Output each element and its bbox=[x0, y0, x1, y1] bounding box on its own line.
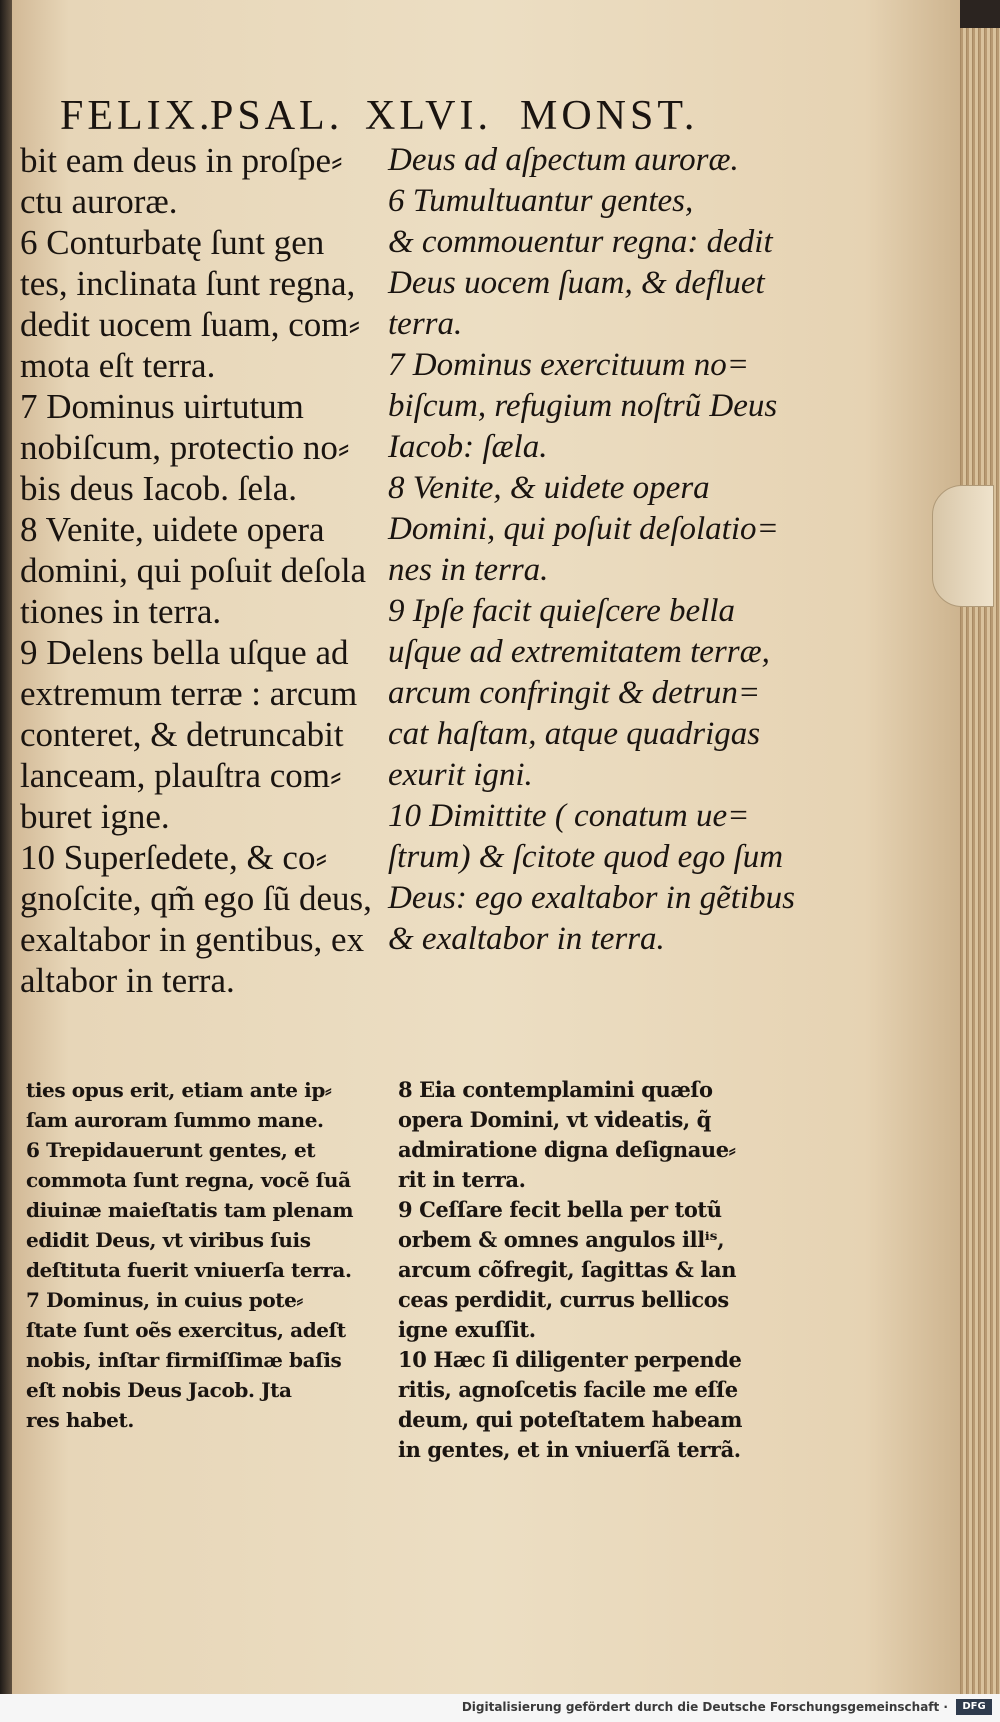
text-line: Iacob: ſæla. bbox=[388, 429, 548, 465]
text-line: 10 Superſedete, & co⸗ bbox=[20, 838, 328, 877]
text-line: tiones in terra. bbox=[20, 592, 222, 631]
running-head-word: PSAL. bbox=[210, 93, 344, 139]
text-line: deum, qui poteſtatem habeam bbox=[398, 1407, 743, 1432]
text-line: 9 Ceſſare fecit bella per totũ bbox=[398, 1197, 722, 1222]
text-line: eſt nobis Deus Jacob. Jta bbox=[26, 1378, 292, 1402]
text-line: gnoſcite, qm̃ ego ſũ deus, bbox=[20, 879, 372, 918]
footer-credit: Digitalisierung gefördert durch die Deutsche Forschungsgemeinschaft · bbox=[461, 1700, 948, 1714]
column-latin-italic bbox=[388, 140, 795, 960]
text-line: ſtate ſunt oẽs exercitus, adeſt bbox=[26, 1318, 346, 1342]
text-line: bis deus Iacob. ſela. bbox=[20, 469, 297, 508]
text-line: in gentes, et in vniuerſã terrã. bbox=[398, 1437, 741, 1462]
text-line: igne exuſſit. bbox=[398, 1317, 536, 1342]
text-line: 10 Dimittite ( conatum ue= bbox=[388, 798, 750, 834]
running-head-word: XLVI. bbox=[365, 93, 492, 139]
text-line: mota eſt terra. bbox=[20, 346, 216, 385]
running-head bbox=[60, 92, 740, 142]
text-line: tes, inclinata ſunt regna, bbox=[20, 264, 356, 303]
text-line: ctu auroræ. bbox=[20, 182, 178, 221]
text-line: conteret, & detruncabit bbox=[20, 715, 344, 754]
text-line: ceas perdidit, currus bellicos bbox=[398, 1287, 729, 1312]
text-line: 10 Hæc ſi diligenter perpende bbox=[398, 1347, 742, 1372]
text-line: 8 Eia contemplamini quæſo bbox=[398, 1077, 713, 1102]
text-line: & exaltabor in terra. bbox=[388, 921, 665, 957]
running-head-word: MONST. bbox=[520, 93, 699, 139]
text-line: 7 Dominus, in cuius pote⸗ bbox=[26, 1288, 303, 1312]
text-line: 6 Conturbatę ſunt gen bbox=[20, 223, 325, 262]
text-line: nobiſcum, protectio no⸗ bbox=[20, 428, 350, 467]
text-line: cat haſtam, atque quadrigas bbox=[388, 716, 761, 752]
text-line: res habet. bbox=[26, 1408, 134, 1432]
text-line: ritis, agnoſcetis facile me eſſe bbox=[398, 1377, 738, 1402]
text-line: domini, qui poſuit deſola bbox=[20, 551, 367, 590]
text-line: 8 Venite, & uidete opera bbox=[388, 470, 710, 506]
text-line: 8 Venite, uidete opera bbox=[20, 510, 325, 549]
text-line: lanceam, plauſtra com⸗ bbox=[20, 756, 342, 795]
text-line: bit eam deus in proſpe⸗ bbox=[20, 141, 343, 180]
text-line: 7 Dominus exercituum no= bbox=[388, 347, 750, 383]
text-line: terra. bbox=[388, 306, 463, 342]
text-line: 6 Trepidauerunt gentes, et bbox=[26, 1138, 316, 1162]
text-line: ties opus erit, etiam ante ip⸗ bbox=[26, 1078, 332, 1102]
text-line: admiratione digna deſignaue⸗ bbox=[398, 1137, 736, 1162]
column-paraphrase-left bbox=[26, 1075, 353, 1435]
text-line: ſam auroram ſummo mane. bbox=[26, 1108, 324, 1132]
text-line: 9 Ipſe facit quieſcere bella bbox=[388, 593, 735, 629]
page-fore-edge bbox=[955, 28, 1000, 1694]
dfg-logo: DFG bbox=[956, 1699, 992, 1715]
text-line: opera Domini, vt videatis, q̃ bbox=[398, 1107, 711, 1132]
text-line: 7 Dominus uirtutum bbox=[20, 387, 304, 426]
text-line: deſtituta fuerit vniuerſa terra. bbox=[26, 1258, 352, 1282]
text-line: 9 Delens bella uſque ad bbox=[20, 633, 349, 672]
text-line: ſtrum) & ſcitote quod ego ſum bbox=[388, 839, 784, 875]
text-line: diuinæ maieſtatis tam plenam bbox=[26, 1198, 354, 1222]
text-line: & commouentur regna: dedit bbox=[388, 224, 773, 260]
running-head-word: FELIX. bbox=[60, 93, 214, 139]
text-line: nes in terra. bbox=[388, 552, 549, 588]
text-line: extremum terræ : arcum bbox=[20, 674, 358, 713]
text-line: dedit uocem ſuam, com⸗ bbox=[20, 305, 361, 344]
thumb-tab bbox=[932, 485, 994, 607]
text-line: commota ſunt regna, vocẽ ſuã bbox=[26, 1168, 351, 1192]
text-line: arcum confringit & detrun= bbox=[388, 675, 761, 711]
column-paraphrase-right bbox=[398, 1075, 742, 1465]
text-line: edidit Deus, vt viribus ſuis bbox=[26, 1228, 311, 1252]
text-line: rit in terra. bbox=[398, 1167, 526, 1192]
text-line: Deus ad aſpectum auroræ. bbox=[388, 142, 739, 178]
text-line: 6 Tumultuantur gentes, bbox=[388, 183, 694, 219]
text-line: uſque ad extremitatem terræ, bbox=[388, 634, 770, 670]
text-line: arcum cõfregit, ſagittas & lan bbox=[398, 1257, 737, 1282]
text-line: Deus uocem ſuam, & defluet bbox=[388, 265, 765, 301]
text-line: Domini, qui poſuit deſolatio= bbox=[388, 511, 779, 547]
digitization-footer bbox=[0, 1694, 1000, 1722]
text-line: exaltabor in gentibus, ex bbox=[20, 920, 365, 959]
text-line: biſcum, refugium noſtrũ Deus bbox=[388, 388, 778, 424]
text-line: buret igne. bbox=[20, 797, 170, 836]
text-line: Deus: ego exaltabor in gẽtibus bbox=[388, 880, 795, 916]
text-line: nobis, inſtar firmiſſimæ baſis bbox=[26, 1348, 342, 1372]
text-line: orbem & omnes angulos illⁱˢ, bbox=[398, 1227, 725, 1252]
text-line: exurit igni. bbox=[388, 757, 533, 793]
text-line: altabor in terra. bbox=[20, 961, 235, 1000]
column-latin-roman bbox=[20, 140, 372, 1001]
